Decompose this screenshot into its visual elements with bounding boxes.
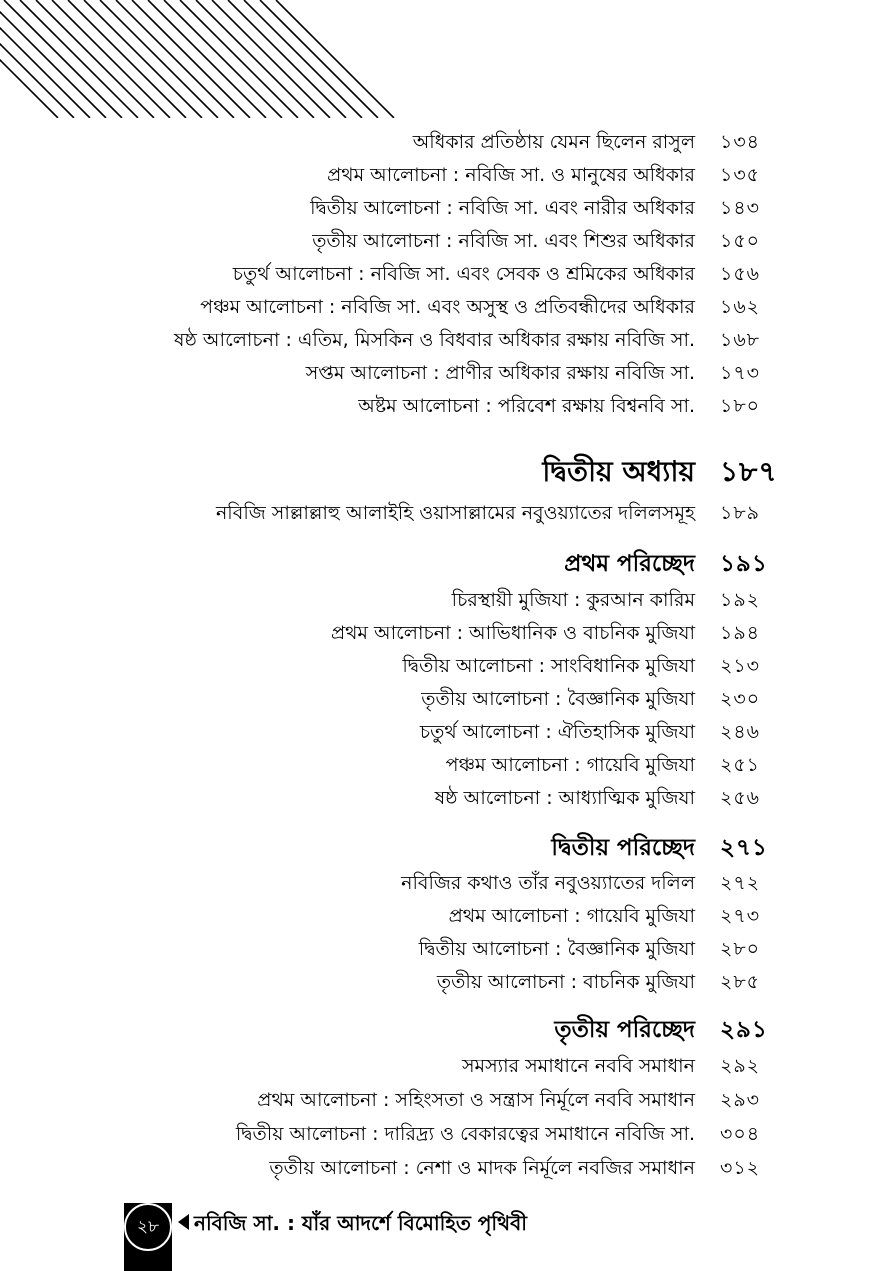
toc-entry-page: ১৩৪: [720, 131, 761, 153]
toc-entry-title: ষষ্ঠ আলোচনা : এতিম, মিসকিন ও বিধবার অধিকার রক্ষায় নবিজি সা.: [174, 329, 695, 351]
toc-entry[interactable]: [0, 683, 870, 716]
toc-entry[interactable]: [0, 966, 870, 999]
toc-entry-title: প্রথম আলোচনা : গায়েবি মুজিযা: [448, 905, 695, 927]
toc-entry-page: ২৩০: [720, 688, 761, 710]
toc-entry-page: ১৬৮: [720, 329, 761, 351]
toc-section-title: দ্বিতীয় পরিচ্ছেদ: [551, 835, 695, 861]
toc-entry[interactable]: [0, 225, 870, 258]
toc-entry-title: প্রথম আলোচনা : সহিংসতা ও সন্ত্রাস নির্মূলে নববি সমাধান: [257, 1089, 695, 1111]
toc-entry-page: ২৮০: [720, 938, 761, 960]
toc-entry-title: প্রথম আলোচনা : আভিধানিক ও বাচনিক মুজিযা: [330, 622, 695, 644]
toc-entry-title: প্রথম আলোচনা : নবিজি সা. ও মানুষের অধিকার: [327, 164, 695, 186]
toc-entry-page: ১৪৩: [720, 197, 761, 219]
toc-entry-page: ১৭৩: [720, 362, 761, 384]
toc-entry[interactable]: [0, 357, 870, 390]
toc-entry-title: অষ্টম আলোচনা : পরিবেশ রক্ষায় বিশ্বনবি সা.: [358, 395, 695, 417]
toc-entry[interactable]: [0, 497, 870, 530]
toc-section-heading[interactable]: [0, 1012, 870, 1048]
toc-entry-page: ২৭৩: [720, 905, 761, 927]
toc-entry[interactable]: [0, 749, 870, 782]
toc-entry-page: ১৫০: [720, 230, 761, 252]
toc-section-heading[interactable]: [0, 546, 870, 582]
toc-entry[interactable]: [0, 1152, 870, 1185]
toc-section-page: ২৯১: [720, 1017, 768, 1043]
toc-entry-page: ৩১২: [720, 1157, 761, 1179]
toc-entry[interactable]: [0, 650, 870, 683]
toc-entry[interactable]: [0, 324, 870, 357]
toc-entry[interactable]: [0, 900, 870, 933]
toc-entry[interactable]: [0, 867, 870, 900]
toc-entry-title: তৃতীয় আলোচনা : নেশা ও মাদক নির্মূলে নবজির সমাধান: [269, 1157, 695, 1179]
toc-entry-title: পঞ্চম আলোচনা : গায়েবি মুজিযা: [445, 754, 695, 776]
toc-entry[interactable]: [0, 933, 870, 966]
footer-book-title: নবিজি সা. : যাঁর আদর্শে বিমোহিত পৃথিবী: [194, 1211, 527, 1235]
toc-chapter-title: দ্বিতীয় অধ্যায়: [542, 455, 695, 488]
toc-entry-title: তৃতীয় আলোচনা : বৈজ্ঞানিক মুজিযা: [421, 688, 695, 710]
toc-entry[interactable]: [0, 159, 870, 192]
toc-section-title: প্রথম পরিচ্ছেদ: [564, 551, 695, 577]
toc-entry-title: তৃতীয় আলোচনা : বাচনিক মুজিযা: [436, 971, 695, 993]
toc-entry-page: ৩০৪: [720, 1123, 761, 1145]
toc-entry-title: সপ্তম আলোচনা : প্রাণীর অধিকার রক্ষায় নবিজি সা.: [305, 362, 695, 384]
triangle-left-icon: [178, 1214, 189, 1230]
toc-entry-page: ১৩৫: [720, 164, 761, 186]
toc-entry[interactable]: [0, 390, 870, 423]
toc-entry-page: ২৪৬: [720, 721, 761, 743]
toc-entry[interactable]: [0, 192, 870, 225]
toc-section-page: ২৭১: [720, 835, 768, 861]
toc-entry[interactable]: [0, 1084, 870, 1117]
toc-chapter-page: ১৮৭: [720, 455, 778, 488]
toc-entry-title: দ্বিতীয় আলোচনা : নবিজি সা. এবং নারীর অধিকার: [310, 197, 695, 219]
toc-entry[interactable]: [0, 716, 870, 749]
toc-entry-page: ১৮৯: [720, 502, 760, 524]
toc-entry-page: ২৯২: [720, 1055, 761, 1077]
toc-entry-title: দ্বিতীয় আলোচনা : সাংবিধানিক মুজিযা: [402, 655, 695, 677]
toc-entry-title: দ্বিতীয় আলোচনা : বৈজ্ঞানিক মুজিযা: [418, 938, 695, 960]
toc-entry-title: নবিজি সাল্লাল্লাহু আলাইহি ওয়াসাল্লামের নবুওয়্যাতের দলিলসমূহ: [215, 502, 695, 524]
toc-entry-page: ২৭২: [720, 872, 761, 894]
toc-entry-title: তৃতীয় আলোচনা : নবিজি সা. এবং শিশুর অধিকার: [312, 230, 695, 252]
toc-entry[interactable]: [0, 617, 870, 650]
toc-chapter-heading[interactable]: [0, 452, 870, 492]
toc-entry-title: নবিজির কথাও তাঁর নবুওয়্যাতের দলিল: [401, 872, 695, 894]
toc-entry-page: ১৯৪: [720, 622, 760, 644]
toc-entry[interactable]: [0, 258, 870, 291]
toc-entry-page: ২৯৩: [720, 1089, 761, 1111]
toc-section-title: তৃতীয় পরিচ্ছেদ: [554, 1017, 695, 1043]
toc-entry-page: ২১৩: [720, 655, 761, 677]
toc-entry-title: পঞ্চম আলোচনা : নবিজি সা. এবং অসুস্থ ও প্রতিবন্ধীদের অধিকার: [200, 296, 695, 318]
toc-entry[interactable]: [0, 1118, 870, 1151]
toc-entry-page: ২৫৬: [720, 787, 761, 809]
toc-entry-page: ১৮০: [720, 395, 761, 417]
toc-entry-title: অধিকার প্রতিষ্ঠায় যেমন ছিলেন রাসুল: [412, 131, 695, 153]
toc-entry-page: ১৯২: [720, 589, 761, 611]
toc-entry-title: ষষ্ঠ আলোচনা : আধ্যাত্মিক মুজিযা: [434, 787, 695, 809]
toc-entry-title: সমস্যার সমাধানে নববি সমাধান: [461, 1055, 695, 1077]
toc-entry[interactable]: [0, 126, 870, 159]
toc-entry-page: ১৬২: [720, 296, 761, 318]
toc-entry-title: চতুর্থ আলোচনা : ঐতিহাসিক মুজিযা: [419, 721, 695, 743]
toc-section-heading[interactable]: [0, 830, 870, 866]
toc-section-page: ১৯১: [720, 551, 768, 577]
toc-entry[interactable]: [0, 782, 870, 815]
toc-entry-page: ১৫৬: [720, 263, 761, 285]
toc-entry-title: দ্বিতীয় আলোচনা : দারিদ্র্য ও বেকারত্বের সমাধানে নবিজি সা.: [235, 1123, 695, 1145]
toc-entry[interactable]: [0, 584, 870, 617]
diagonal-hatch-decoration: [0, 0, 400, 118]
toc-entry-page: ২৮৫: [720, 971, 761, 993]
toc-entry-page: ২৫১: [720, 754, 761, 776]
toc-entry-title: চিরস্থায়ী মুজিযা : কুরআন কারিম: [451, 589, 695, 611]
toc-entry-title: চতুর্থ আলোচনা : নবিজি সা. এবং সেবক ও শ্রমিকের অধিকার: [232, 263, 695, 285]
toc-entry[interactable]: [0, 291, 870, 324]
toc-entry[interactable]: [0, 1050, 870, 1083]
footer-page-number: ২৮: [124, 1203, 172, 1251]
